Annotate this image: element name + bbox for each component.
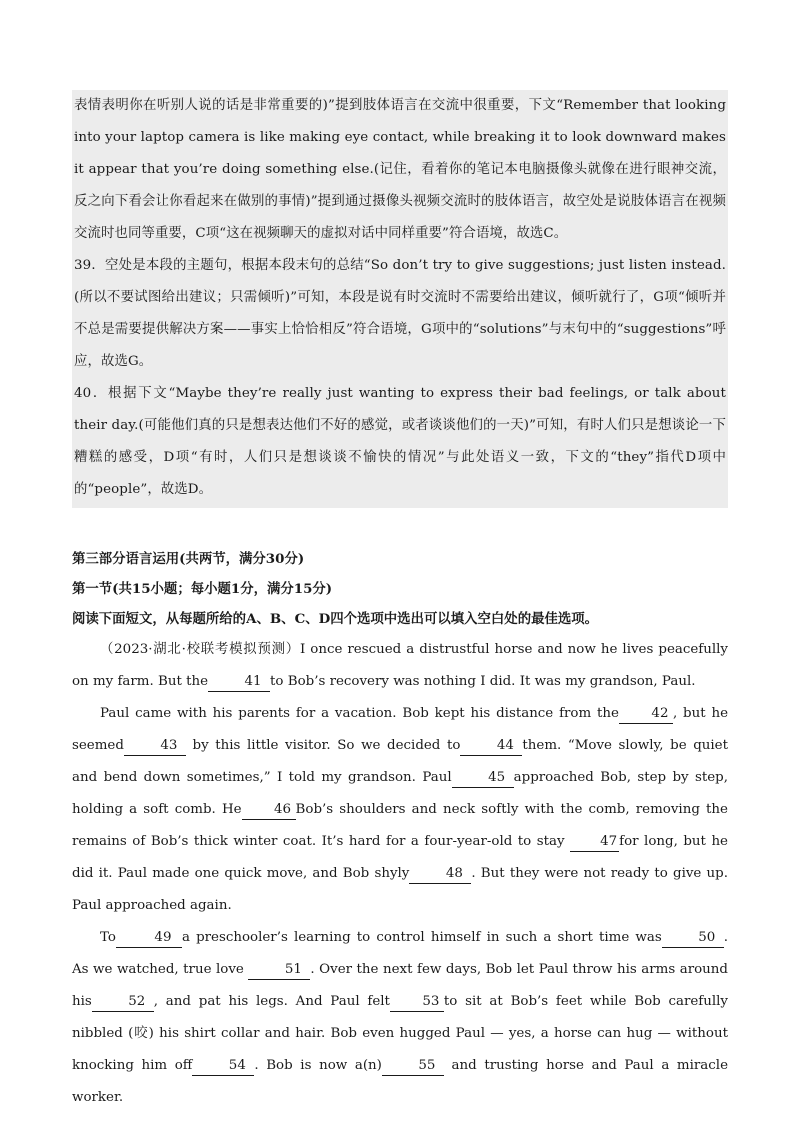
blank-45: 45 [452, 769, 514, 788]
passage-text: a preschooler’s learning to control himself in such a short time was [181, 930, 662, 945]
blank-49: 49 [116, 929, 182, 948]
passage-text: . But they were not ready to give up. Paul approached again. [72, 866, 728, 913]
blank-54: 54 [192, 1057, 254, 1076]
analysis-paragraph-38: 表情表明你在听别人说的话是非常重要的)”提到肢体语言在交流中很重要，下文“Remember that looking into your laptop camera is like making eye contact, while breaking it to look downward makes it appear that you’re doing something else.(记住，看着你的笔记本电脑摄像头就像在进行眼神交流，反之向下看会让你看起来在做别的事情)”提到通过摄像头视频交流时的肢体语言，故空处是说肢体语言在视频交流时也同等重要，C项“这在视频聊天的虚拟对话中同样重要”符合语境，故选C。 [74, 98, 726, 241]
blank-43: 43 [124, 737, 186, 756]
passage-paragraph-3 [72, 922, 728, 1114]
blank-44: 44 [460, 737, 522, 756]
passage-text: （2023·湖北·校联考模拟预测）I once rescued a distrustful horse and now he lives peacefully on my farm. But the [72, 642, 728, 689]
blank-47: 47 [570, 833, 619, 852]
passage-text: for long, but he did it. Paul made one quick move, and Bob shyly [72, 834, 728, 881]
passage-text: . As we watched, true love [72, 930, 728, 977]
document-page [72, 90, 728, 1114]
blank-48: 48 [409, 865, 471, 884]
passage-text: . Bob is now a(n) [254, 1058, 382, 1073]
passage-text: . Over the next few days, Bob let Paul throw his arms around his [72, 962, 728, 1009]
passage-text: to sit at Bob’s feet while Bob carefully nibbled (咬) his shirt collar and hair. Bob even hugged Paul — yes, a horse can hug — without knocking him off [72, 994, 728, 1073]
blank-55: 55 [382, 1057, 444, 1076]
answer-analysis-block [72, 90, 728, 508]
passage-text: Bob’s shoulders and neck softly with the comb, removing the remains of Bob’s thick winter coat. It’s hard for a four-year-old to stay [72, 802, 728, 849]
blank-53: 53 [390, 993, 444, 1012]
blank-51: 51 [248, 961, 310, 980]
blank-42: 42 [619, 705, 673, 724]
sub-section-title: 第一节(共15小题；每小题1分，满分15分) [72, 581, 333, 597]
instruction-text: 阅读下面短文，从每题所给的A、B、C、D四个选项中选出可以填入空白处的最佳选项。 [72, 611, 599, 627]
cloze-passage [72, 634, 728, 1114]
passage-text: them. “Move slowly, be quiet and bend down sometimes,” I told my grandson. Paul [72, 738, 728, 785]
passage-paragraph-1 [72, 634, 728, 698]
blank-46: 46 [242, 801, 296, 820]
part-title: 第三部分语言运用(共两节，满分30分) [72, 551, 305, 567]
passage-text: by this little visitor. So we decided to [192, 738, 461, 753]
passage-text: Paul came with his parents for a vacation. Bob kept his distance from the [100, 706, 619, 721]
passage-text: approached Bob, step by step, holding a soft comb. He [72, 770, 729, 817]
blank-52: 52 [92, 993, 154, 1012]
blank-50: 50 [662, 929, 724, 948]
passage-paragraph-2 [72, 698, 728, 922]
language-use-section [72, 544, 728, 1114]
passage-text: To [100, 930, 116, 945]
blank-41: 41 [208, 673, 270, 692]
analysis-paragraph-40: 40．根据下文“Maybe they’re really just wanting to express their bad feelings, or talk about their day.(可能他们真的只是想表达他们不好的感觉，或者谈谈他们的一天)”可知，有时人们只是想谈论一下糟糕的感受，D项“有时，人们只是想谈谈不愉快的情况”与此处语义一致，下文的“they”指代D项中的“people”，故选D。 [74, 386, 726, 497]
passage-text: to Bob’s recovery was nothing I did. It was my grandson, Paul. [270, 674, 696, 689]
passage-text: and trusting horse and Paul a miracle worker. [72, 1058, 728, 1105]
passage-text: , and pat his legs. And Paul felt [153, 994, 390, 1009]
passage-text: , but he seemed [72, 706, 728, 753]
analysis-paragraph-39: 39．空处是本段的主题句，根据本段末句的总结“So don’t try to give suggestions; just listen instead.(所以不要试图给出建议；只需倾听)”可知，本段是说有时交流时不需要给出建议，倾听就行了，G项“倾听并不总是需要提供解决方案——事实上恰恰相反”符合语境，G项中的“solutions”与末句中的“suggestions”呼应，故选G。 [74, 258, 726, 369]
